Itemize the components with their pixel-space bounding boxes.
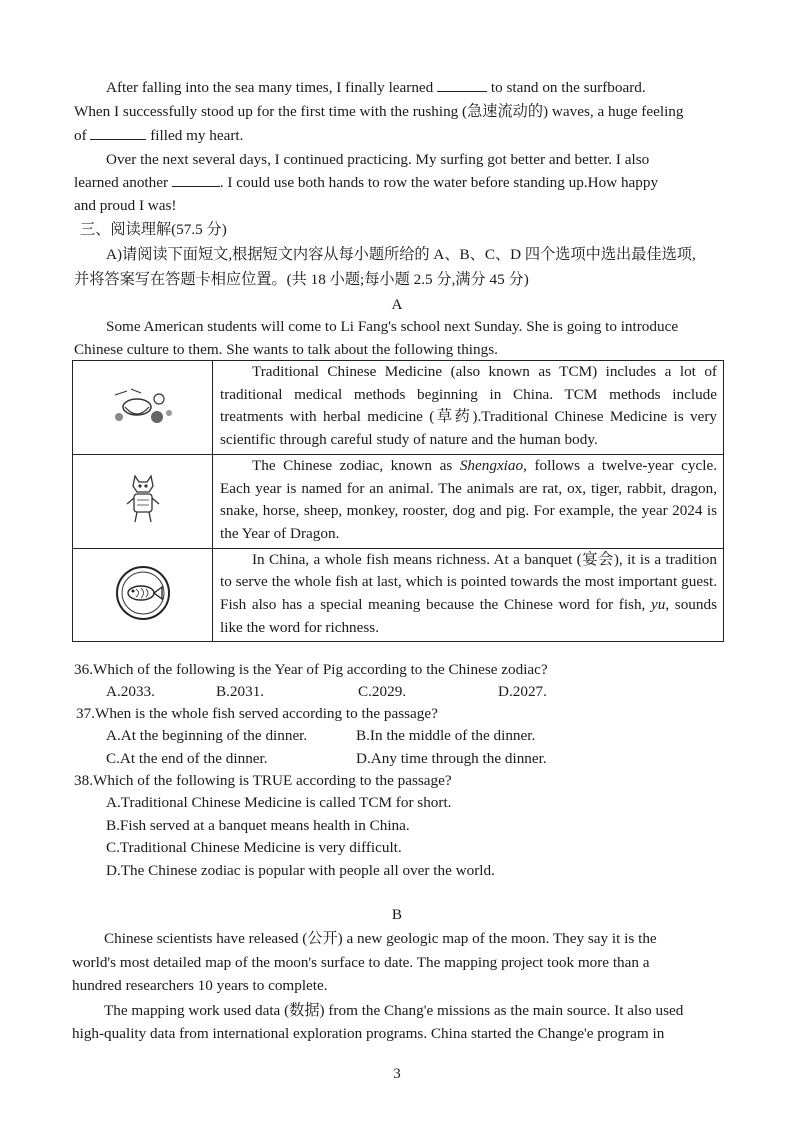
passage-b-line-4: The mapping work used data (数据) from the Chang'e missions as the main source. It also used: [104, 1002, 684, 1019]
cloze-text: to stand on the surfboard.: [490, 79, 646, 96]
cloze-line-6: and proud I was!: [74, 197, 177, 214]
q36-option-b[interactable]: B.2031.: [216, 683, 265, 700]
q37-option-c[interactable]: C.At the end of the dinner.: [106, 750, 268, 767]
q36-option-d[interactable]: D.2027.: [498, 683, 547, 700]
culture-table: [72, 360, 724, 642]
answer-blank[interactable]: [437, 91, 487, 92]
passage-a-label: A: [391, 296, 403, 313]
q36-option-a[interactable]: A.2033.: [106, 683, 155, 700]
q37-option-d[interactable]: D.Any time through the dinner.: [356, 750, 547, 767]
table-row: [73, 361, 724, 455]
cloze-line-1: [106, 78, 646, 98]
cloze-line-5: [74, 173, 658, 193]
cloze-line-4: Over the next several days, I continued practicing. My surfing got better and better. I also: [106, 151, 650, 168]
section-heading: 三、阅读理解(57.5 分): [80, 221, 227, 238]
cloze-text: of: [74, 127, 87, 144]
zodiac-description: [213, 454, 724, 548]
q38-option-d[interactable]: D.The Chinese zodiac is popular with people all over the world.: [106, 862, 495, 879]
fish-plate-illustration: [114, 564, 172, 622]
fish-text: In China, a whole fish means richness. At a banquet (宴会), it is a tradition to serve the whole fish at last, which is pointed towards the most important guest. Fish also has a special meaning because the Chinese word for fish,: [220, 550, 717, 614]
cloze-text: . I could use both hands to row the water before standing up.How happy: [219, 174, 659, 191]
cloze-text: filled my heart.: [150, 127, 244, 144]
table-image-cell: [73, 361, 213, 455]
fish-description: [213, 548, 724, 642]
cloze-text: learned another: [74, 174, 169, 191]
tcm-text: Traditional Chinese Medicine (also known as TCM) includes a lot of traditional medical methods beginning in China. TCM methods include treatments with herbal medicine (草药).Traditional Chinese Medicine is very scientific through careful study of nature and the human body.: [220, 363, 717, 449]
section-instruction-1: A)请阅读下面短文,根据短文内容从每小题所给的 A、B、C、D 四个选项中选出最佳选项,: [106, 246, 696, 263]
cloze-line-3: [74, 126, 243, 146]
q37-option-b[interactable]: B.In the middle of the dinner.: [356, 727, 536, 744]
passage-b-line-5: high-quality data from international exploration programs. China started the Change'e program in: [72, 1025, 665, 1042]
fish-text: , sounds like the word for richness.: [220, 596, 717, 636]
fish-term: yu: [651, 596, 666, 614]
q38-option-a[interactable]: A.Traditional Chinese Medicine is called TCM for short.: [106, 794, 452, 811]
table-image-cell: [73, 548, 213, 642]
q37-option-a[interactable]: A.At the beginning of the dinner.: [106, 727, 308, 744]
answer-blank[interactable]: [90, 139, 146, 140]
answer-blank[interactable]: [172, 186, 220, 187]
q38-option-b[interactable]: B.Fish served at a banquet means health in China.: [106, 817, 410, 834]
passage-a-intro-2: Chinese culture to them. She wants to talk about the following things.: [74, 341, 498, 358]
zodiac-dragon-illustration: [123, 470, 163, 528]
zodiac-term: Shengxiao: [459, 456, 524, 474]
question-36-stem: 36.Which of the following is the Year of Pig according to the Chinese zodiac?: [74, 661, 548, 678]
passage-b-line-1: Chinese scientists have released (公开) a new geologic map of the moon. They say it is the: [104, 930, 657, 947]
passage-a-intro-1: Some American students will come to Li Fang's school next Sunday. She is going to introduce: [106, 318, 679, 335]
q36-option-c[interactable]: C.2029.: [358, 683, 407, 700]
question-37-stem: 37.When is the whole fish served according to the passage?: [76, 705, 438, 722]
question-38-stem: 38.Which of the following is TRUE according to the passage?: [74, 772, 452, 789]
zodiac-text: , follows a twelve-year cycle. Each year is named for an animal. The animals are rat, ox, tiger, rabbit, dragon, snake, horse, sheep, monkey, rooster, dog and pig. For example, the year 2024 is the Year of Dragon.: [220, 456, 717, 542]
herbal-medicine-illustration: [107, 377, 179, 433]
table-image-cell: [73, 454, 213, 548]
table-row: [73, 454, 724, 548]
q38-option-c[interactable]: C.Traditional Chinese Medicine is very difficult.: [106, 839, 402, 856]
section-instruction-2: 并将答案写在答题卡相应位置。(共 18 小题;每小题 2.5 分,满分 45 分): [74, 271, 529, 288]
table-row: [73, 548, 724, 642]
zodiac-text: The Chinese zodiac, known as: [252, 456, 460, 474]
cloze-line-2: When I successfully stood up for the first time with the rushing (急速流动的) waves, a huge feeling: [74, 103, 684, 120]
page-number: 3: [393, 1066, 401, 1082]
cloze-text: After falling into the sea many times, I finally learned: [106, 79, 434, 96]
passage-b-label: B: [391, 906, 403, 923]
passage-b-line-3: hundred researchers 10 years to complete.: [72, 977, 328, 994]
passage-b-line-2: world's most detailed map of the moon's surface to date. The mapping project took more than a: [72, 954, 650, 971]
tcm-description: [213, 361, 724, 455]
